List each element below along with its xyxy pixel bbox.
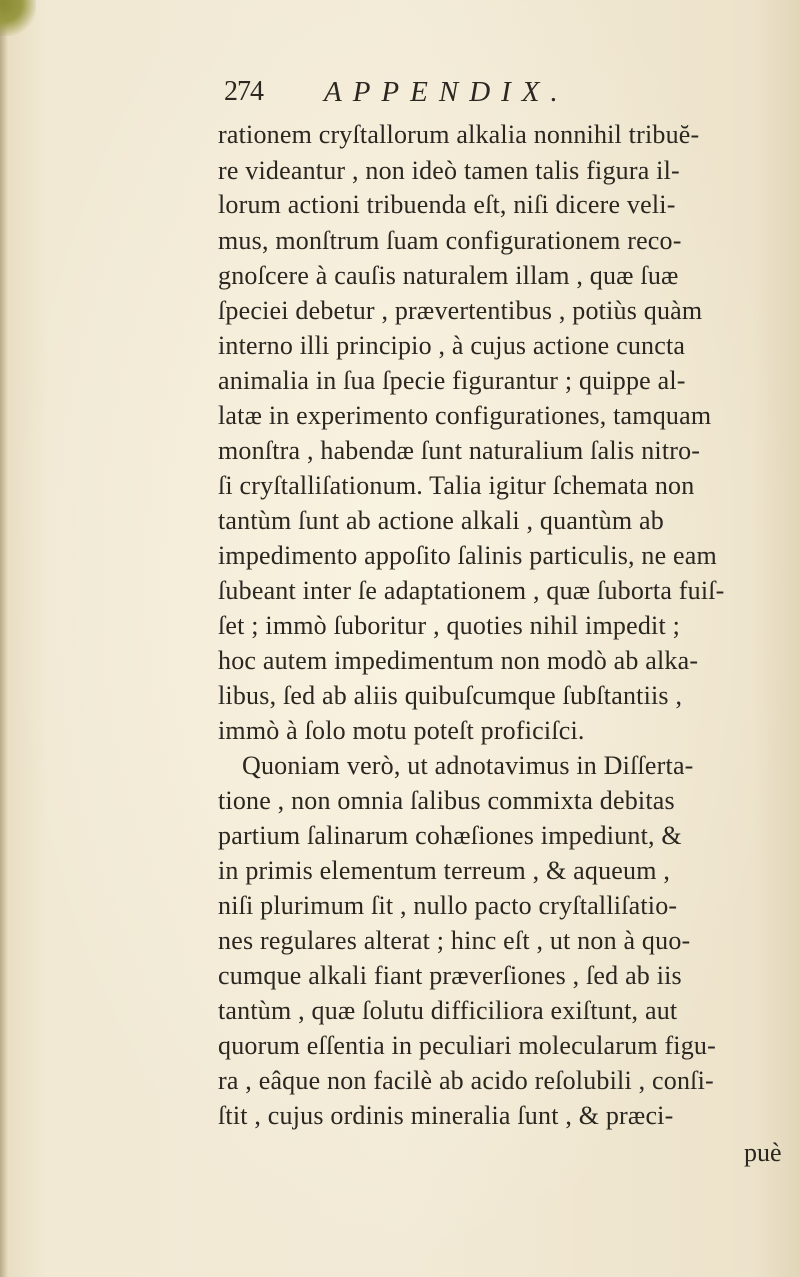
text-line: gnoſcere à cauſis naturalem illam , quæ ſuæ (218, 261, 679, 290)
running-head: APPENDIX. (324, 76, 569, 108)
text-line: latæ in experimento configurationes, tamquam (218, 401, 712, 430)
corner-stain (0, 0, 36, 36)
text-line: libus, ſed ab aliis quibuſcumque ſubſtantiis , (218, 681, 683, 710)
text-line: re videantur , non ideò tamen talis figura il- (218, 156, 680, 185)
page-number: 274 (224, 76, 263, 107)
text-line: ſtit , cujus ordinis mineralia ſunt , & præci- (218, 1101, 674, 1130)
text-line: cumque alkali fiant præverſiones , ſed ab iis (218, 961, 682, 990)
text-line: ra , eâque non facilè ab acido reſolubili , conſi- (218, 1066, 714, 1095)
text-line: Quoniam verò, ut adnotavimus in Diſſerta- (242, 751, 694, 780)
text-line: impedimento appoſito ſalinis particulis, ne eam (218, 541, 717, 570)
text-line: rationem cryſtallorum alkalia nonnihil tribuĕ- (218, 120, 700, 149)
text-line: monſtra , habendæ ſunt naturalium ſalis nitro- (218, 436, 701, 465)
text-line: tantùm ſunt ab actione alkali , quantùm ab (218, 506, 664, 535)
page-header (212, 76, 732, 112)
text-line: tione , non omnia ſalibus commixta debitas (218, 786, 675, 815)
text-line: ſet ; immò ſuboritur , quoties nihil impedit ; (218, 611, 681, 640)
text-line: partium ſalinarum cohæſiones impediunt, & (218, 821, 682, 850)
page-binding-shadow (0, 0, 8, 1277)
text-line: in primis elementum terreum , & aqueum , (218, 856, 671, 885)
text-line: animalia in ſua ſpecie figurantur ; quippe al- (218, 366, 686, 395)
text-line: quorum eſſentia in peculiari molecularum figu- (218, 1031, 716, 1060)
text-line: hoc autem impedimentum non modò ab alka- (218, 646, 699, 675)
text-line: mus, monſtrum ſuam configurationem reco- (218, 226, 682, 255)
catchword: puè (744, 1138, 782, 1167)
text-line: ſi cryſtalliſationum. Talia igitur ſchemata non (218, 471, 695, 500)
text-line: nes regulares alterat ; hinc eſt , ut non à quo- (218, 926, 691, 955)
text-line: ſubeant inter ſe adaptationem , quæ ſuborta fuiſ- (218, 576, 725, 605)
text-line: immò à ſolo motu poteſt proficiſci. (218, 716, 585, 745)
text-line: interno illi principio , à cujus actione cuncta (218, 331, 686, 360)
text-line: ſpeciei debetur , prævertentibus , potiùs quàm (218, 296, 703, 325)
text-line: niſi plurimum ſit , nullo pacto cryſtalliſatio- (218, 891, 678, 920)
text-line: tantùm , quæ ſolutu difficiliora exiſtunt, aut (218, 996, 678, 1025)
text-line: lorum actioni tribuenda eſt, niſi dicere veli- (218, 190, 676, 219)
